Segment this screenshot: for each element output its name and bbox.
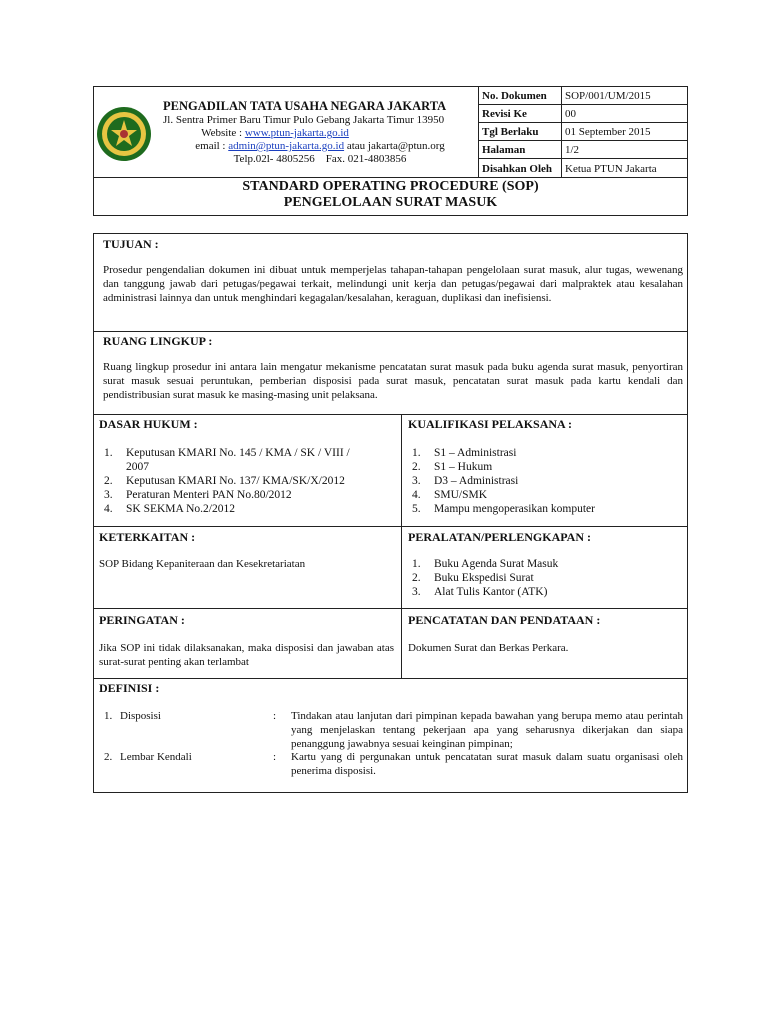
item-number: 2.	[412, 572, 421, 584]
org-address: Jl. Sentra Primer Baru Timur Pulo Gebang Jakarta Timur 13950	[163, 114, 445, 126]
meta-col-divider	[561, 86, 562, 178]
definisi-term: Lembar Kendali	[120, 751, 192, 763]
definisi-text: Kartu yang di pergunakan untuk pencatatan surat masuk dalam suatu organisasi oleh penerima disposisi.	[291, 751, 683, 777]
item-number: 1.	[412, 447, 421, 459]
keterkaitan-heading: KETERKAITAN :	[99, 530, 196, 544]
meta-label-page: Halaman	[482, 144, 526, 156]
meta-value-approved-by: Ketua PTUN Jakarta	[565, 163, 657, 175]
tujuan-heading: TUJUAN :	[103, 237, 159, 251]
list-item	[412, 585, 682, 599]
org-website	[160, 126, 390, 140]
org-email	[170, 139, 470, 153]
court-logo	[96, 106, 152, 162]
definisi-heading: DEFINISI :	[99, 681, 160, 695]
item-number: 5.	[412, 503, 421, 515]
email-separator: atau	[346, 140, 366, 152]
list-item	[412, 460, 682, 474]
email-link-primary[interactable]: admin@ptun-jakarta.go.id	[228, 140, 345, 152]
list-item	[104, 446, 374, 474]
list-item	[412, 488, 682, 502]
meta-label-approved-by: Disahkan Oleh	[482, 163, 552, 175]
section-divider	[93, 414, 688, 415]
website-link[interactable]: www.ptun-jakarta.go.id	[244, 127, 349, 139]
ruang-lingkup-heading: RUANG LINGKUP :	[103, 334, 213, 348]
item-text: Buku Agenda Surat Masuk	[434, 558, 559, 570]
meta-value-doc-number: SOP/001/UM/2015	[565, 90, 651, 102]
list-item	[412, 474, 682, 488]
peralatan-heading: PERALATAN/PERLENGKAPAN :	[408, 530, 591, 544]
meta-value-revision: 00	[565, 108, 576, 120]
meta-row-line	[478, 104, 688, 105]
section-divider	[93, 678, 688, 679]
header-divider	[478, 86, 479, 178]
item-text: SK SEKMA No.2/2012	[126, 503, 235, 515]
meta-value-effective-date: 01 September 2015	[565, 126, 651, 138]
item-text: Peraturan Menteri PAN No.80/2012	[126, 489, 292, 501]
meta-row-line	[478, 122, 688, 123]
meta-value-page: 1/2	[565, 144, 580, 156]
item-number: 2.	[412, 461, 421, 473]
item-number: 3.	[412, 586, 421, 598]
item-text: Keputusan KMARI No. 145 / KMA / SK / VIII / 2007	[126, 447, 350, 473]
list-item	[412, 502, 682, 516]
list-item	[104, 488, 374, 502]
column-divider	[401, 414, 402, 678]
list-item	[104, 474, 374, 488]
item-number: 4.	[412, 489, 421, 501]
item-text: Buku Ekspedisi Surat	[434, 572, 534, 584]
item-text: SMU/SMK	[434, 489, 488, 501]
item-number: 1.	[104, 447, 113, 459]
item-text: Keputusan KMARI No. 137/ KMA/SK/X/2012	[126, 475, 345, 487]
item-text: S1 – Hukum	[434, 461, 493, 473]
item-number: 3.	[412, 475, 421, 487]
list-item	[104, 502, 374, 516]
section-divider	[93, 331, 688, 332]
meta-label-revision: Revisi Ke	[482, 108, 527, 120]
meta-label-doc-number: No. Dokumen	[482, 90, 547, 102]
item-text: Mampu mengoperasikan komputer	[434, 503, 595, 515]
item-number: 1.	[412, 558, 421, 570]
title-divider	[93, 177, 688, 178]
org-phone: Telp.02l- 4805256 Fax. 021-4803856	[233, 153, 407, 165]
website-label: Website :	[201, 127, 243, 139]
item-text: Alat Tulis Kantor (ATK)	[434, 586, 548, 598]
definisi-separator: :	[273, 710, 277, 722]
definisi-text: Tindakan atau lanjutan dari pimpinan kepada bawahan yang berupa memo atau perintah yang menjelaskan tentang pekerjaan apa yang seharusnya dikerjakan dan siapa penanggung jawabnya sesuai keinginan pimpinan;	[291, 710, 683, 750]
email-label: email :	[195, 140, 226, 152]
definisi-term: Disposisi	[120, 710, 161, 722]
item-text: S1 – Administrasi	[434, 447, 517, 459]
kualifikasi-list	[412, 446, 682, 516]
list-item	[412, 571, 682, 585]
kualifikasi-heading: KUALIFIKASI PELAKSANA :	[408, 417, 573, 431]
emblem-icon	[96, 106, 152, 162]
list-item	[412, 557, 682, 571]
section-divider	[93, 526, 688, 527]
ruang-lingkup-text: Ruang lingkup prosedur ini antara lain mengatur mekanisme pencatatan surat masuk pada buku agenda surat masuk, penyortiran surat masuk sesuai peruntukan, pemberian disposisi pada surat masuk, pencatatan surat masuk pada kartu kendali dan pendistribusian surat masuk ke masing-masing unit pelaksana.	[103, 361, 683, 401]
definisi-item-number: 2.	[104, 751, 113, 763]
section-divider	[93, 608, 688, 609]
item-number: 4.	[104, 503, 113, 515]
item-number: 3.	[104, 489, 113, 501]
item-text: D3 – Administrasi	[434, 475, 519, 487]
meta-row-line	[478, 140, 688, 141]
dasar-hukum-list	[104, 446, 374, 516]
definisi-separator: :	[273, 751, 277, 763]
org-name: PENGADILAN TATA USAHA NEGARA JAKARTA	[163, 99, 447, 113]
peringatan-heading: PERINGATAN :	[99, 613, 185, 627]
email-secondary: jakarta@ptun.org	[367, 140, 445, 152]
meta-label-effective-date: Tgl Berlaku	[482, 126, 539, 138]
doc-title-line2: PENGELOLAAN SURAT MASUK	[283, 195, 498, 210]
keterkaitan-text: SOP Bidang Kepaniteraan dan Kesekretariatan	[99, 558, 306, 570]
pencatatan-text: Dokumen Surat dan Berkas Perkara.	[408, 642, 569, 654]
list-item	[412, 446, 682, 460]
meta-row-line	[478, 158, 688, 159]
definisi-item-number: 1.	[104, 710, 113, 722]
peralatan-list	[412, 557, 682, 599]
pencatatan-heading: PENCATATAN DAN PENDATAAN :	[408, 613, 601, 627]
dasar-hukum-heading: DASAR HUKUM :	[99, 417, 198, 431]
peringatan-text: Jika SOP ini tidak dilaksanakan, maka disposisi dan jawaban atas surat-surat penting akan terlambat	[99, 642, 394, 668]
tujuan-text: Prosedur pengendalian dokumen ini dibuat untuk memperjelas tahapan-tahapan pengelolaan surat masuk, alur tugas, wewenang dan tanggung jawab dari petugas/pegawai terkait, melindungi unit kerja dan petugas/pegawai dari malpraktek atau kesalahan administrasi lainnya dan untuk menghindari kegagalan/kesalahan, keraguan, duplikasi dan inefisiensi.	[103, 264, 683, 304]
item-number: 2.	[104, 475, 113, 487]
doc-title-line1: STANDARD OPERATING PROCEDURE (SOP)	[242, 179, 539, 194]
